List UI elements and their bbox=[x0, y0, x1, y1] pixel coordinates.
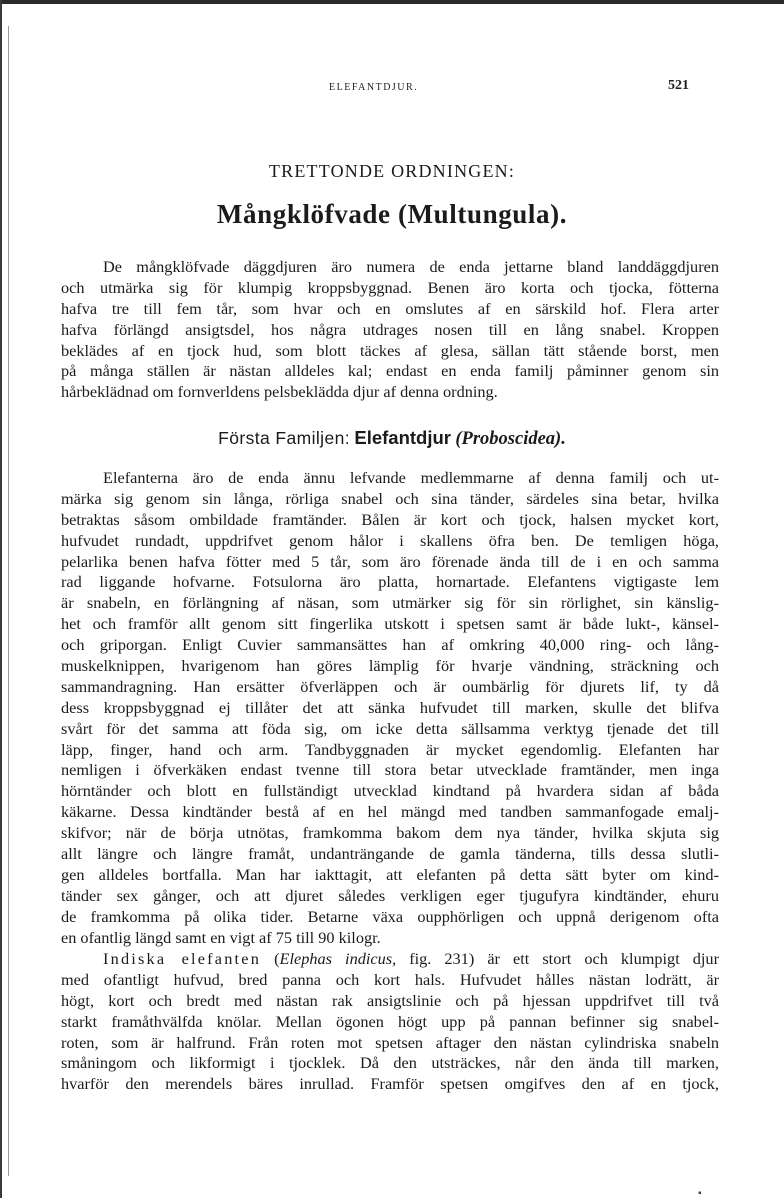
text-line: starkt framåthvälfda knölar. Mellan ögonen högt upp på pannan befinner sig snabel- bbox=[61, 1011, 719, 1031]
text-line: het och framför allt genom sitt fingerlika utskott i spetsen samt är både lukt-, känsel- bbox=[61, 614, 719, 634]
text-line: på många ställen är nästan alldeles kal; endast en enda familj påminner genom sin bbox=[61, 361, 719, 381]
text-line: är snabeln, en förlängning af näsan, som utmärker sig för sin rörlighet, sin känslig- bbox=[61, 593, 719, 613]
text-line: betraktas såsom ombildade framtänder. Bålen är kort och tjock, halsen mycket kort, bbox=[61, 509, 719, 529]
bottom-mark: ▪ bbox=[698, 1188, 702, 1199]
text-line: skifvor; när de börja utnötas, framkomma bakom dem nya tänder, hvilka skjuta sig bbox=[61, 823, 719, 843]
order-title: TRETTONDE ORDNINGEN: bbox=[268, 161, 516, 181]
text-line: tänder sex gånger, och att djuret således verkligen eger tjugufyra kindtänder, ehuru bbox=[61, 885, 719, 905]
species-latin-name: Elephas indicus bbox=[279, 949, 393, 968]
text-line: Elefanterna äro de enda ännu lefvande medlemmarne af denna familj och ut- bbox=[103, 468, 719, 487]
text-line: hårbeklädnad om fornverldens pelsbeklädda djur af denna ordning. bbox=[61, 382, 498, 402]
family-description-paragraph bbox=[61, 468, 719, 948]
species-lead-line: Indiska elefanten (Elephas indicus, fig. 231) är ett stort och klumpigt djur bbox=[103, 949, 719, 968]
text-line: de framkomma på olika tider. Betarne växa oupphörligen och uppnå derigenom ofta bbox=[61, 906, 719, 926]
family-label: Första Familjen: bbox=[218, 428, 350, 448]
family-latin-name: (Proboscidea). bbox=[455, 429, 566, 449]
text-line: märka sig genom sin långa, rörliga snabel och sina tänder, särdeles sina betar, hvilka bbox=[61, 488, 719, 508]
text-line: svårt för det samma att föda sig, om icke detta sällsamma verktyg tjenade det till bbox=[61, 718, 719, 738]
text-line: hafva förlängd ansigtsdel, hos några utdrages nosen till en lång snabel. Kroppen bbox=[61, 319, 719, 339]
family-heading bbox=[0, 427, 784, 450]
text-line: pelarlika benen hafva fötter med 5 tår, som äro förenade ända till de i en och samma bbox=[61, 551, 719, 571]
intro-paragraph bbox=[61, 257, 719, 403]
text-line: gen alldeles bortfalla. Man har iakttagit, att elefanten på detta sätt byter om kind- bbox=[61, 864, 719, 884]
running-head: ELEFANTDJUR. bbox=[329, 82, 419, 93]
text-line: högt, kort och bredt med nästan rak ansigtslinie och på hjessan uppdrifvet till två bbox=[61, 990, 719, 1010]
text-line: en ofantlig längd samt en vigt af 75 till 90 kilogr. bbox=[61, 927, 381, 947]
top-border-rule bbox=[0, 0, 784, 4]
text-line: nemligen i öfverkäken endast tvenne till stora betar utvecklade framtänder, men inga bbox=[61, 760, 719, 780]
text-line: hvarför den merendels bäres inrullad. Framför spetsen omgifves den af en tjock, bbox=[61, 1074, 719, 1094]
text-line: småningom och likformigt i tjocklek. Då den utsträckes, når den ända till marken, bbox=[61, 1053, 719, 1073]
species-lead-text: , fig. 231) är ett stort och klumpigt djur bbox=[392, 949, 719, 968]
text-line: käkarne. Dessa kindtänder bestå af en hel mängd med tandben sammanfogade emalj- bbox=[61, 802, 719, 822]
text-line: allt längre och längre framåt, undanträngande de gamla tänderna, tills dessa slutli- bbox=[61, 844, 719, 864]
page-number: 521 bbox=[668, 78, 689, 93]
text-line: muskelknippen, hvarigenom han göres lämplig för hvarje vändning, sträckning och bbox=[61, 656, 719, 676]
text-line: rad liggande hofvarne. Fotsulorna äro platta, hornartade. Elefantens vigtigaste lem bbox=[61, 572, 719, 592]
text-line: hufvudet rundadt, uppdrifvet genom hålor i skallens öfra ben. De temligen höga, bbox=[61, 530, 719, 550]
text-line: hafva tre till fem tår, som hvar och en omslutes af en särskild hof. Flera arter bbox=[61, 298, 719, 318]
order-name: Mångklöfvade (Multungula). bbox=[216, 199, 568, 229]
text-line: dess kroppsbyggnad ej tillåter det att sänka hufvudet till marken, skulle det blifva bbox=[61, 697, 719, 717]
species-name: Indiska elefanten bbox=[103, 949, 262, 968]
text-line: beklädes af en tjock hud, som blott täckes af glesa, sällan tätt stående borst, men bbox=[61, 340, 719, 360]
text-line: med ofantligt hufvud, bred panna och kort hals. Hufvudet hålles nästan lodrätt, är bbox=[61, 969, 719, 989]
text-line: sammandragning. Han ersätter öfverläppen och är oumbärlig för djurets lif, ty då bbox=[61, 676, 719, 696]
family-name: Elefantdjur bbox=[354, 427, 451, 448]
text-line: och griporgan. Enligt Cuvier sammansättes han af omkring 40,000 ring- och lång- bbox=[61, 635, 719, 655]
text-line: De mångklöfvade däggdjuren äro numera de enda jettarne bland landdäggdjuren bbox=[103, 257, 719, 276]
text-line: läpp, finger, hand och arm. Tandbyggnaden är mycket egendomlig. Elefanten har bbox=[61, 739, 719, 759]
text-line: roten, som är halfrund. Från roten mot spetsen aftager den nästan cylindriska snabeln bbox=[61, 1032, 719, 1052]
species-paragraph bbox=[61, 949, 719, 1095]
text-line: och utmärka sig för klumpig kroppsbyggnad. Benen äro korta och tjocka, fötterna bbox=[61, 277, 719, 297]
text-line: hörntänder och blott en fullständigt utvecklad kindtand på hvardera sidan af båda bbox=[61, 781, 719, 801]
